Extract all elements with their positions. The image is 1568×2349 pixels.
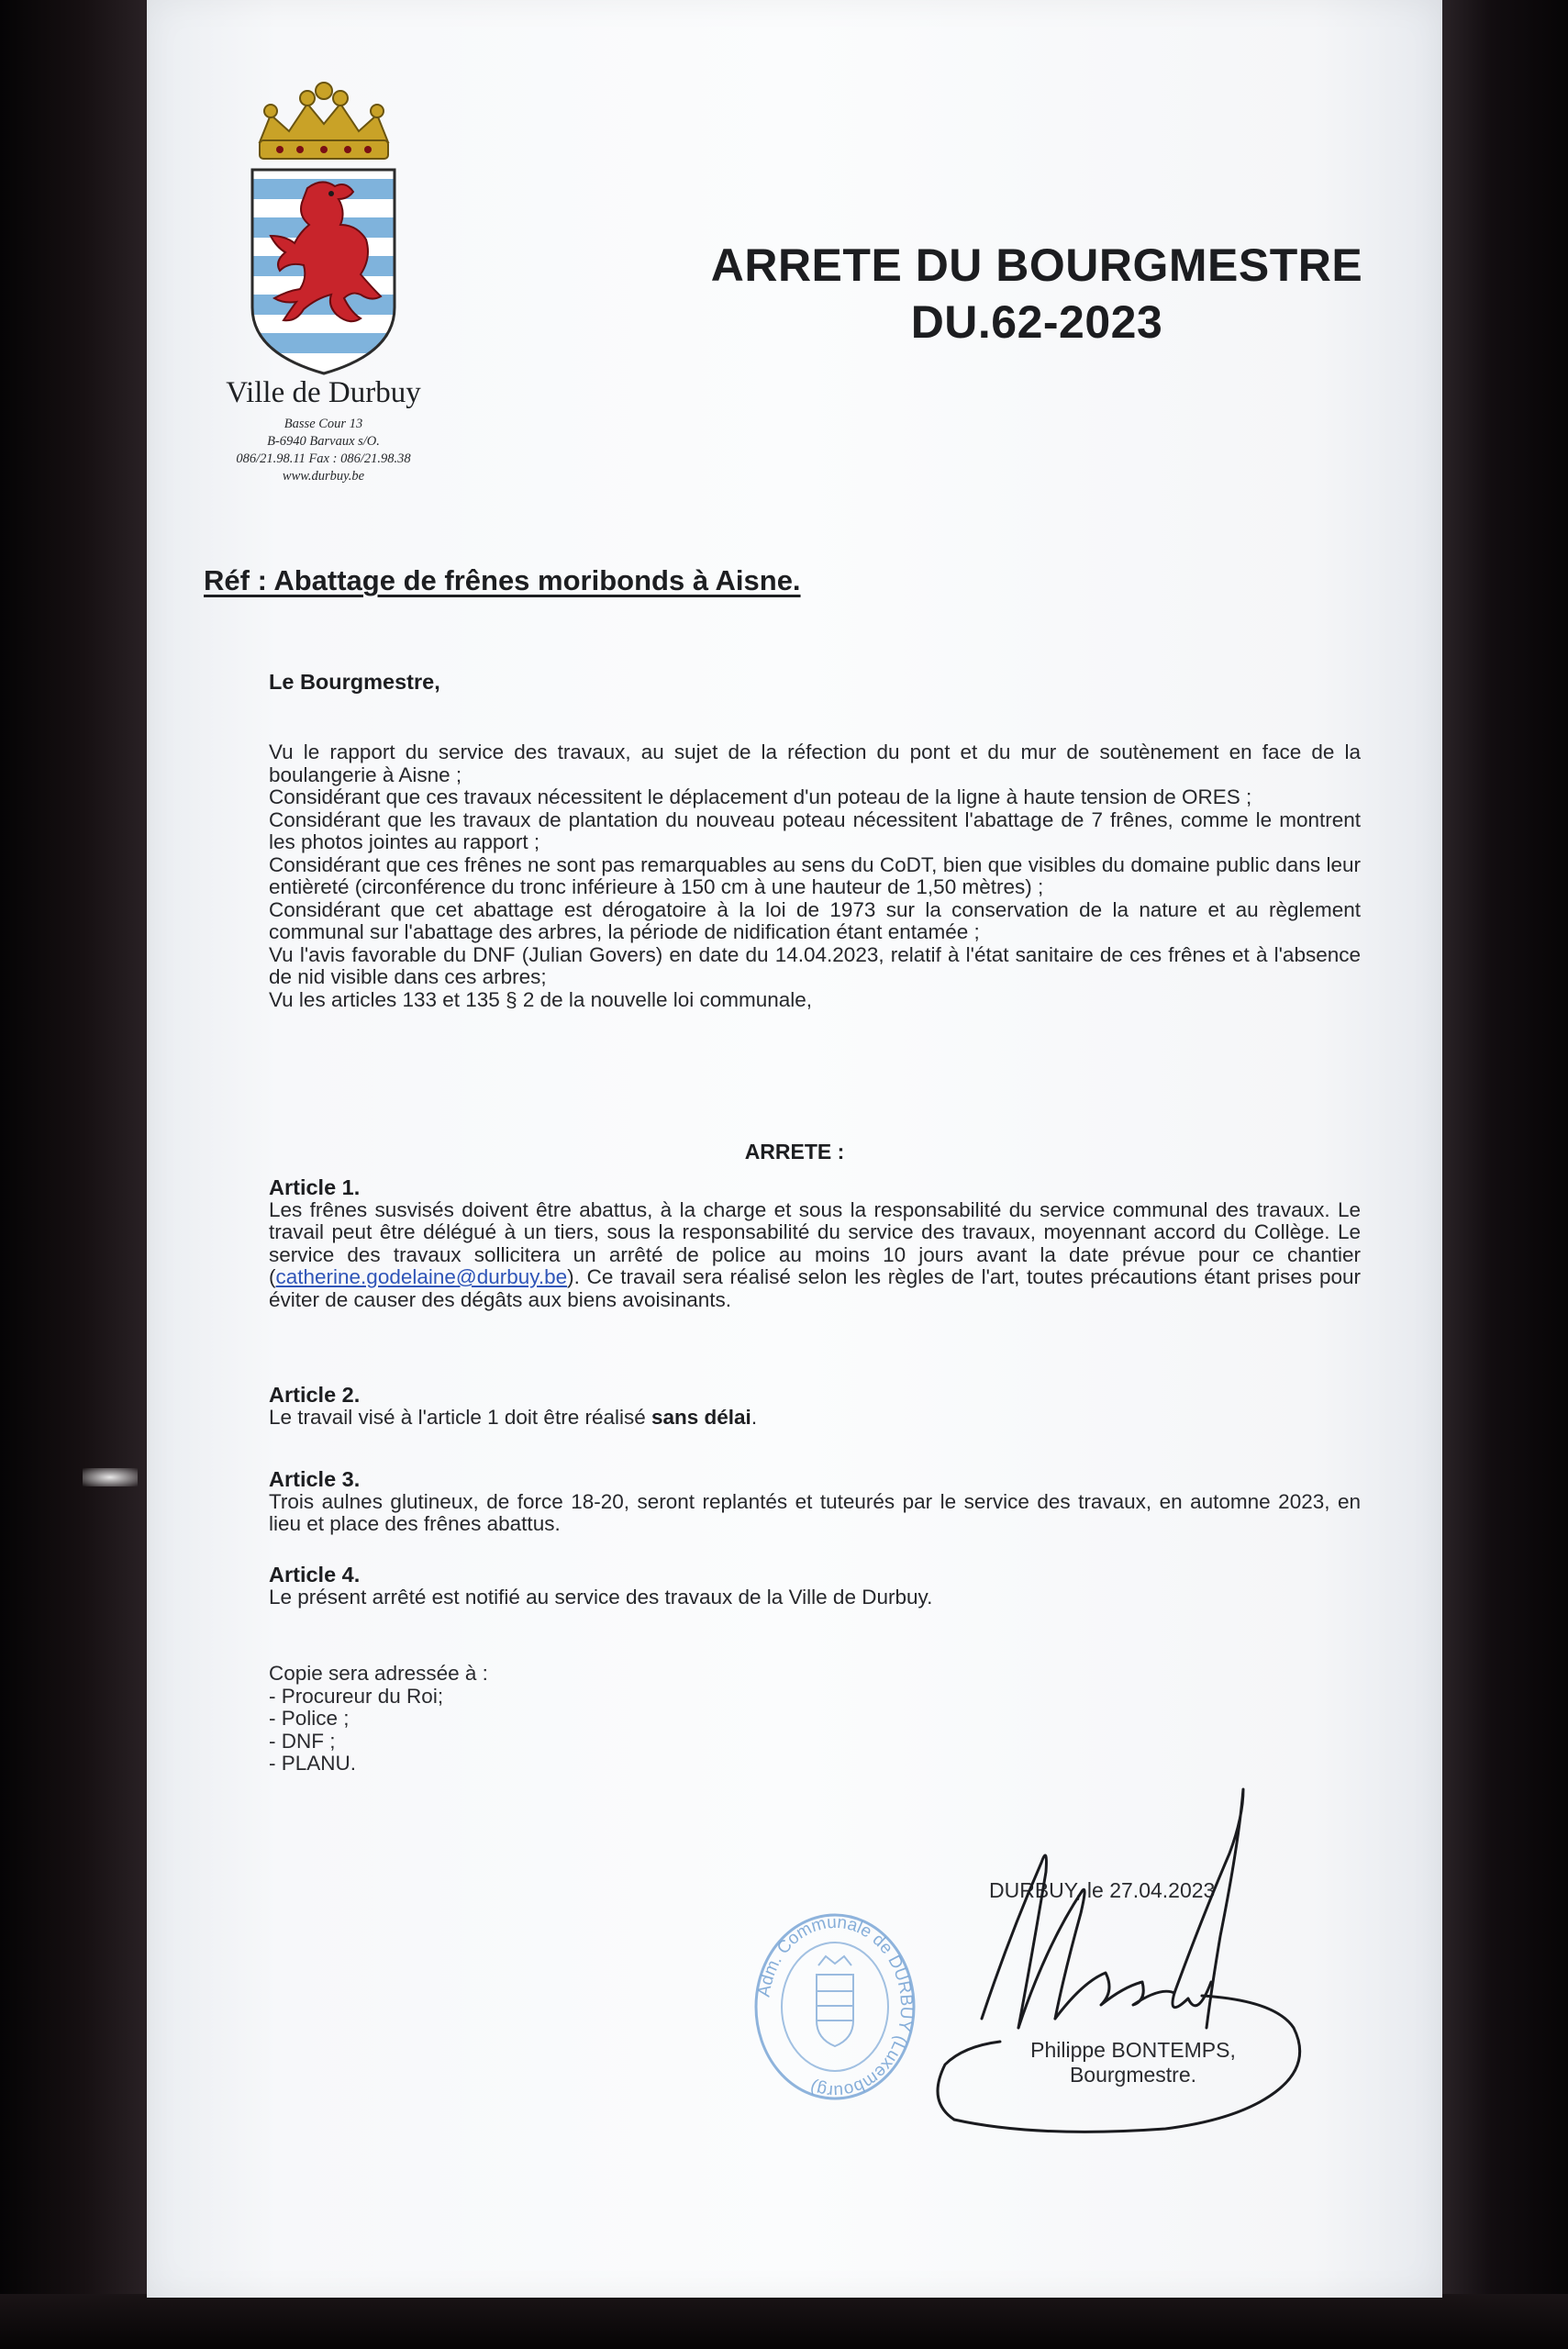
stamp-text: Adm. Communale de DURBUY (Luxembourg)	[754, 1912, 917, 2101]
consideration: Vu les articles 133 et 135 § 2 de la nouvelle loi communale,	[269, 987, 813, 1011]
article-title: Article 1.	[269, 1175, 361, 1199]
article-3	[269, 1468, 1361, 1536]
document-title	[679, 237, 1395, 351]
signatory	[973, 2038, 1294, 2087]
website-line: www.durbuy.be	[282, 469, 365, 484]
decree-number: DU.62-2023	[910, 296, 1163, 348]
town-name: Ville de Durbuy	[226, 376, 421, 409]
consideration: Vu l'avis favorable du DNF (Julian Govers) en date du 14.04.2023, relatif à l'état sanitaire de ces frênes et à l'absence de nid visible dans ces arbres;	[269, 942, 1361, 988]
handwritten-signature-icon	[927, 1753, 1340, 2147]
article-text	[269, 1199, 1361, 1312]
article-text-part: Le travail visé à l'article 1 doit être réalisé	[269, 1405, 651, 1429]
document-page	[147, 0, 1442, 2298]
town-address	[147, 416, 500, 485]
address-line: Basse Cour 13	[284, 417, 363, 431]
article-text-part: Les frênes susvisés doivent être abattus, à la charge et sous la responsabilité du service communal des travaux. Le travail peut être délégué à un tiers, sous la responsabilité du service des travaux, moyennant accord du Collège. Le service des travaux sollicitera un arrêté de police au moins 10 jours avant la date prévue pour ce chantier (	[269, 1197, 1361, 1288]
article-title: Article 2.	[269, 1383, 361, 1407]
decision-heading: ARRETE :	[744, 1140, 845, 1163]
copy-recipient: - DNF ;	[269, 1729, 336, 1753]
dark-frame-right	[1440, 0, 1568, 2349]
light-glare	[83, 1468, 138, 1486]
article-text: Trois aulnes glutineux, de force 18-20, seront replantés et tuteurés par le service des travaux, en automne 2023, en lieu et place des frênes abattus.	[269, 1489, 1361, 1535]
consideration: Vu le rapport du service des travaux, au sujet de la réfection du pont et du mur de soutènement en face de la boulangerie à Aisne ;	[269, 740, 1361, 786]
consideration: Considérant que cet abattage est dérogatoire à la loi de 1973 sur la conservation de la nature et au règlement communal sur l'abattage des arbres, la période de nidification étant entamée ;	[269, 897, 1361, 943]
place-and-date: DURBUY, le 27.04.2023	[989, 1878, 1216, 1902]
signatory-name: Philippe BONTEMPS,	[1030, 2038, 1236, 2062]
address-line: 086/21.98.11 Fax : 086/21.98.38	[236, 451, 411, 466]
article-2	[269, 1384, 1361, 1429]
copy-recipient: - Police ;	[269, 1707, 350, 1730]
article-1	[269, 1176, 1361, 1311]
dark-frame-left	[0, 0, 151, 2349]
copies-list	[269, 1663, 488, 1776]
article-text: Le présent arrêté est notifié au service des travaux de la Ville de Durbuy.	[269, 1585, 933, 1609]
copy-recipient: - Procureur du Roi;	[269, 1684, 444, 1708]
title-line: ARRETE DU BOURGMESTRE	[710, 239, 1363, 291]
copy-recipient: - PLANU.	[269, 1752, 357, 1775]
considerations-block	[269, 741, 1361, 1011]
consideration: Considérant que ces travaux nécessitent le déplacement d'un poteau de la ligne à haute tension de ORES ;	[269, 785, 1252, 808]
consideration: Considérant que ces frênes ne sont pas remarquables au sens du CoDT, bien que visibles du domaine public dans leur entièreté (circonférence du tronc inférieure à 150 cm à une hauteur de 1,50 mètres) ;	[269, 852, 1361, 898]
article-text-part: .	[751, 1405, 758, 1429]
reference-line: Réf : Abattage de frênes moribonds à Aisne.	[204, 564, 801, 596]
copies-intro: Copie sera adressée à :	[269, 1662, 488, 1685]
emphasis: sans délai	[651, 1405, 751, 1429]
article-4	[269, 1564, 1361, 1609]
address-line: B-6940 Barvaux s/O.	[267, 434, 380, 449]
consideration: Considérant que les travaux de plantation du nouveau poteau nécessitent l'abattage de 7 frênes, comme le montrent les photos jointes au rapport ;	[269, 807, 1361, 853]
greeting: Le Bourgmestre,	[269, 670, 440, 694]
durbuy-coat-of-arms-icon	[243, 78, 404, 381]
email-link[interactable]: catherine.godelaine@durbuy.be	[275, 1265, 568, 1288]
signatory-role: Bourgmestre.	[1069, 2063, 1197, 2087]
article-text-part: ). Ce travail sera réalisé selon les règles de l'art, toutes précautions étant prises pour éviter de causer des dégâts aux biens avoisinants.	[269, 1265, 1361, 1311]
official-stamp-icon	[752, 1910, 917, 2103]
article-title: Article 3.	[269, 1467, 361, 1491]
article-title: Article 4.	[269, 1563, 361, 1586]
article-text	[269, 1407, 1361, 1430]
dark-frame-bottom	[0, 2294, 1568, 2349]
